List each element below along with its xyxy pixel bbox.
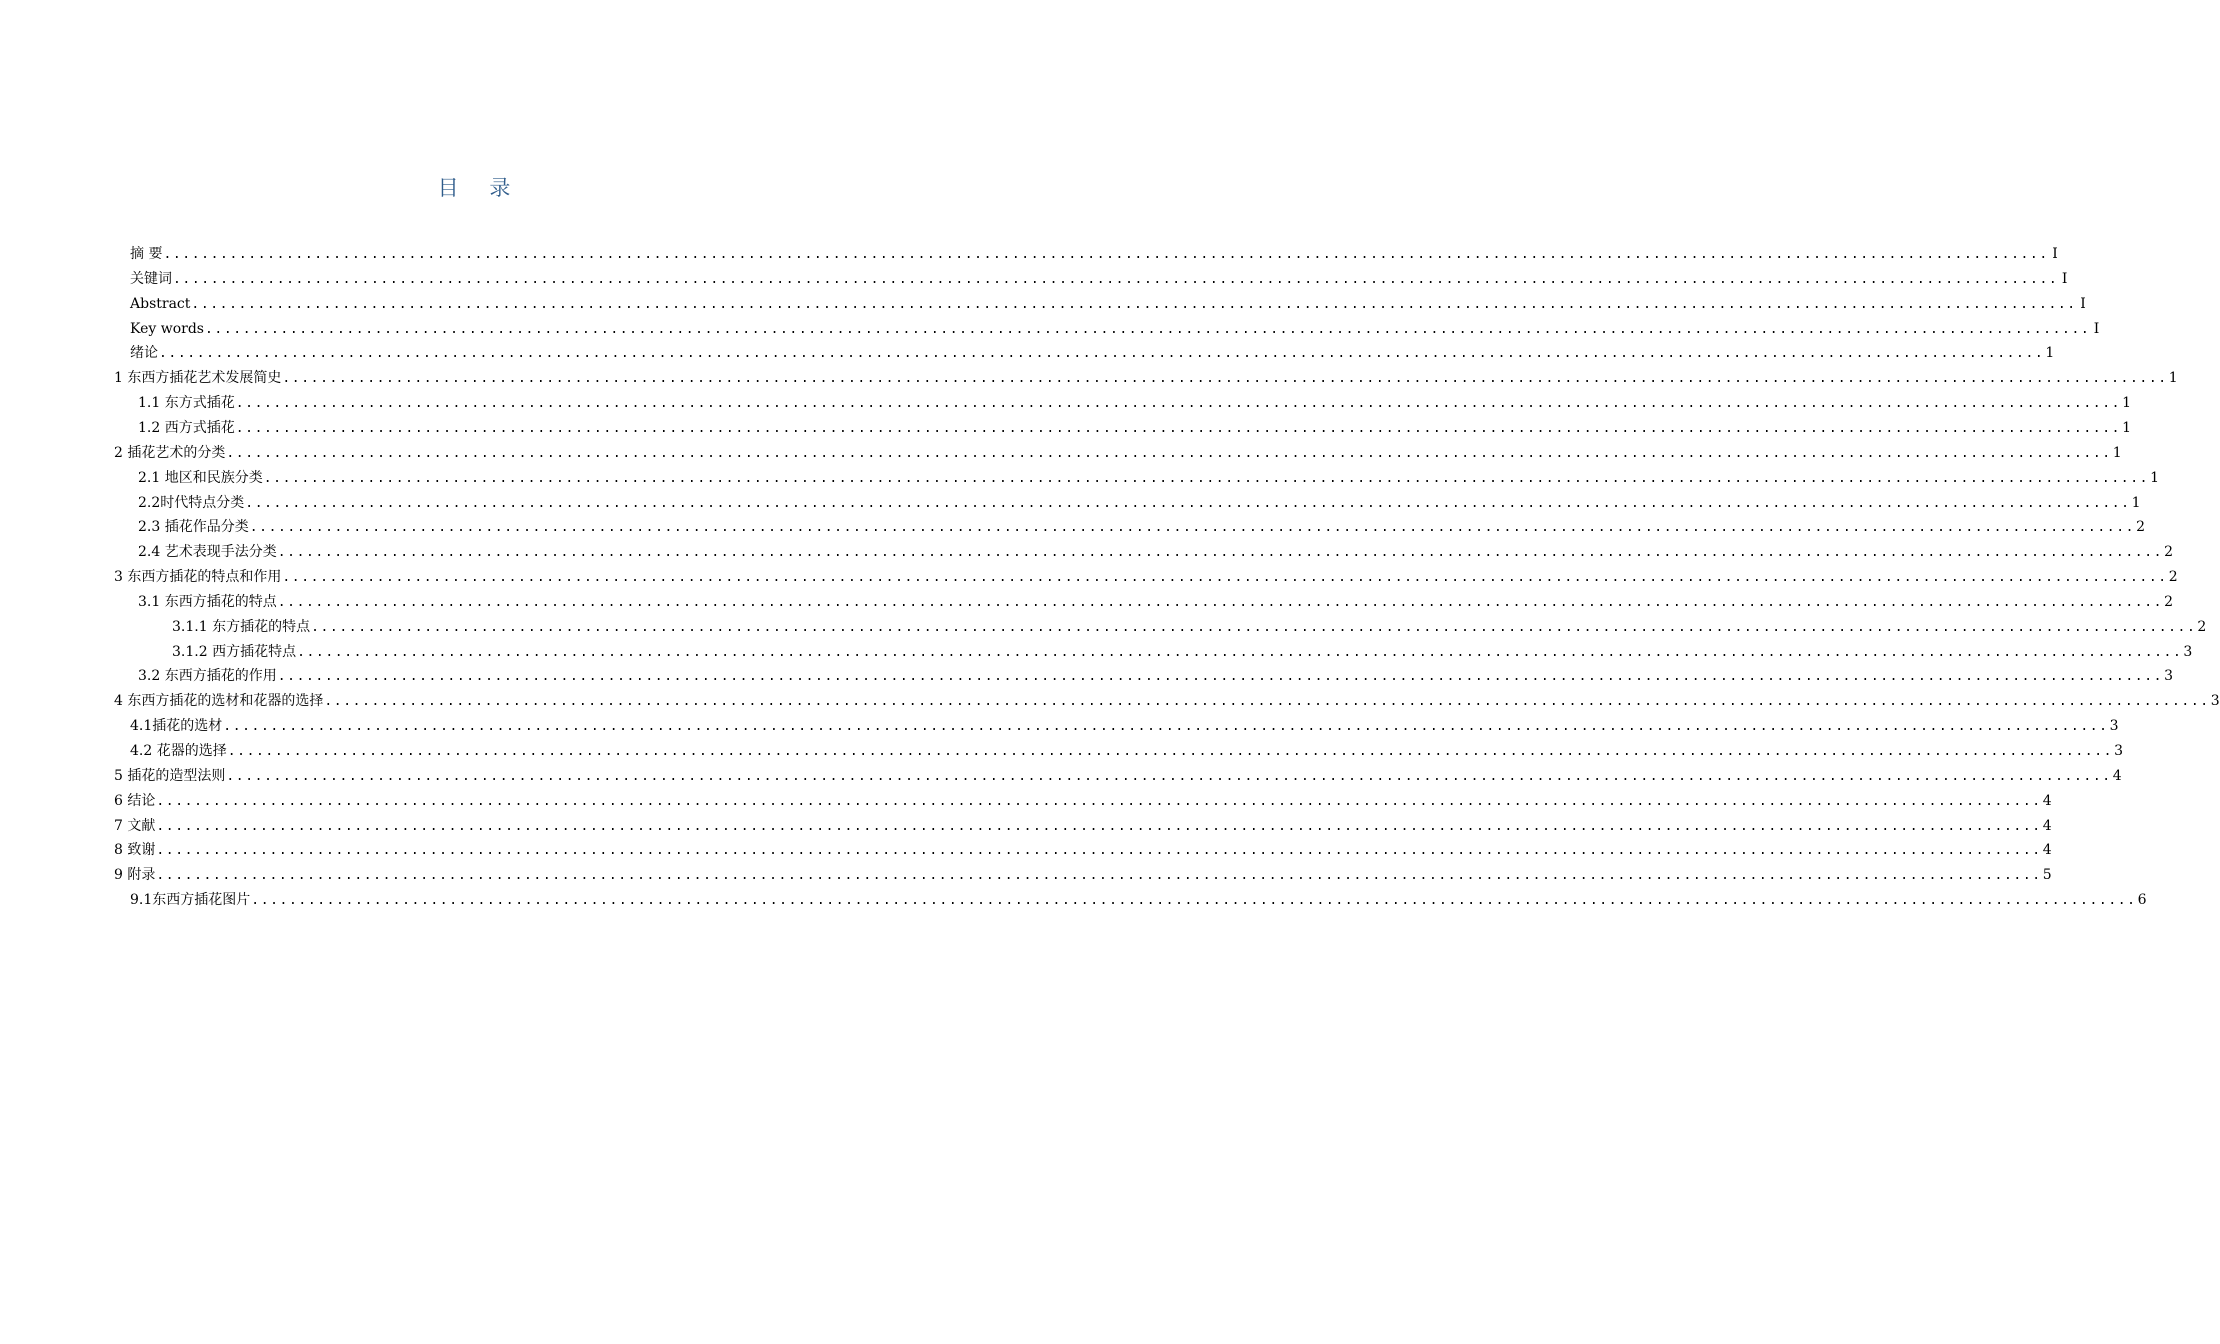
toc-entry[interactable] [138,542,2173,562]
toc-entry-label: 8 致谢 [114,842,156,859]
toc-dot-leader: ........................................................................................................................................................................................................ [282,371,2168,387]
toc-dot-leader: ........................................................................................................................................................................................................ [245,495,2131,511]
toc-entry-page-number: 2 [2168,569,2178,586]
toc-dot-leader: ........................................................................................................................................................................................................ [235,396,2122,412]
toc-entry-label: 3 东西方插花的特点和作用 [114,569,282,586]
toc-entry[interactable] [114,567,2178,587]
toc-entry-label: 1 东西方插花艺术发展简史 [114,370,282,387]
toc-dot-leader: ........................................................................................................................................................................................................ [297,644,2183,660]
toc-entry-label: 4.2 花器的选择 [130,743,227,759]
toc-entry[interactable] [138,493,2141,513]
toc-dot-leader: ........................................................................................................................................................................................................ [263,470,2150,486]
toc-dot-leader: ........................................................................................................................................................................................................ [249,520,2136,536]
toc-entry-label: 3.1.2 西方插花特点 [172,643,297,660]
toc-entry-page-number: 4 [2112,767,2122,784]
toc-dot-leader: ........................................................................................................................................................................................................ [282,570,2168,586]
toc-entry-label: 2 插花艺术的分类 [114,444,226,461]
toc-entry[interactable] [114,840,2052,860]
toc-entry-page-number: 1 [2045,345,2055,362]
toc-entry-label: 5 插花的造型法则 [114,767,226,784]
toc-entry[interactable] [130,741,2123,761]
toc-entry[interactable] [114,691,2220,711]
toc-entry-label: 9 附录 [114,867,156,884]
toc-entry-label: 3.1 东西方插花的特点 [138,593,277,610]
toc-dot-leader: ........................................................................................................................................................................................................ [223,719,2109,735]
toc-entry-page-number: 3 [2210,693,2220,710]
toc-entry[interactable] [130,716,2119,736]
toc-entry[interactable] [130,319,2100,339]
toc-dot-leader: ........................................................................................................................................................................................................ [226,445,2112,461]
toc-entry-page-number: 1 [2112,444,2122,461]
toc-entry-label: 2.1 地区和民族分类 [138,469,263,486]
toc-dot-leader: ........................................................................................................................................................................................................ [156,868,2042,884]
toc-dot-leader: ........................................................................................................................................................................................................ [251,893,2137,909]
toc-entry-label: 4 东西方插花的选材和花器的选择 [114,693,324,710]
toc-entry-page-number: I [2052,246,2058,262]
toc-entry[interactable] [130,890,2147,910]
toc-entry[interactable] [138,468,2159,488]
toc-title: 目 录 [437,176,523,200]
toc-entry-page-number: 2 [2164,593,2173,610]
toc-entry-label: 1.1 东方式插花 [138,395,235,412]
toc-dot-leader: ........................................................................................................................................................................................................ [163,247,2049,262]
toc-entry[interactable] [114,443,2122,463]
toc-entry-page-number: 4 [2042,817,2052,834]
toc-dot-leader: ........................................................................................................................................................................................................ [235,420,2122,436]
toc-entry-label: 3.2 东西方插花的作用 [138,668,277,685]
toc-entry[interactable] [114,865,2052,885]
toc-entry-page-number: 4 [2042,792,2052,809]
toc-entry-page-number: I [2093,320,2100,337]
toc-entry[interactable] [172,617,2207,637]
toc-entry[interactable] [130,244,2058,264]
toc-entry[interactable] [130,269,2068,289]
toc-dot-leader: ........................................................................................................................................................................................................ [311,619,2197,635]
toc-entry-page-number: 2 [2136,519,2145,536]
toc-entry-page-number: 3 [2109,718,2119,735]
toc-entry[interactable] [172,642,2193,662]
toc-dot-leader: ........................................................................................................................................................................................................ [204,321,2091,337]
toc-entry-label: 2.2时代特点分类 [138,494,245,511]
toc-dot-leader: ........................................................................................................................................................................................................ [191,296,2077,312]
toc-entry-page-number: 3 [2164,668,2173,685]
toc-dot-leader: ........................................................................................................................................................................................................ [324,694,2210,710]
toc-entry-page-number: 1 [2131,494,2141,511]
toc-dot-leader: ........................................................................................................................................................................................................ [277,669,2164,685]
toc-entry-page-number: I [2080,295,2086,312]
toc-entry[interactable] [114,766,2122,786]
toc-entry[interactable] [138,517,2145,537]
toc-entry-label: 2.4 艺术表现手法分类 [138,544,277,561]
toc-entry-label: 绪论 [130,345,158,362]
toc-entry-page-number: 2 [2197,618,2207,635]
toc-entry[interactable] [130,343,2055,363]
toc-entry-label: 4.1插花的选材 [130,718,223,735]
toc-entry[interactable] [114,368,2178,388]
toc-dot-leader: ........................................................................................................................................................................................................ [226,768,2112,784]
toc-entry[interactable] [138,666,2173,686]
toc-dot-leader: ........................................................................................................................................................................................................ [156,818,2042,834]
toc-dot-leader: ........................................................................................................................................................................................................ [156,843,2042,859]
toc-entry-label: 6 结论 [114,792,156,809]
toc-entry[interactable] [130,294,2086,314]
toc-entry[interactable] [138,592,2173,612]
toc-entry-page-number: I [2061,270,2068,287]
toc-entry[interactable] [138,418,2131,438]
toc-entry[interactable] [114,816,2052,836]
toc-entry-label: 7 文献 [114,817,156,834]
toc-entry-page-number: 4 [2042,842,2052,859]
toc-entry-label: 1.2 西方式插花 [138,419,235,436]
toc-dot-leader: ........................................................................................................................................................................................................ [173,271,2059,287]
toc-dot-leader: ........................................................................................................................................................................................................ [277,594,2164,610]
toc-entry-page-number: 1 [2122,395,2131,412]
toc-entry-page-number: 5 [2042,867,2052,884]
toc-entry-page-number: 1 [2150,469,2159,486]
toc-entry-label: Abstract [130,295,191,312]
toc-entry-label: Key words [130,320,204,337]
toc-entry-page-number: 1 [2168,370,2178,387]
toc-dot-leader: ........................................................................................................................................................................................................ [277,545,2164,561]
toc-entry-page-number: 3 [2114,743,2123,759]
toc-entry-page-number: 3 [2183,643,2193,660]
toc-entry-label: 关键词 [130,270,172,287]
toc-entry-label: 2.3 插花作品分类 [138,519,249,536]
toc-entry[interactable] [114,791,2052,811]
toc-entry[interactable] [138,393,2131,413]
toc-entry-page-number: 6 [2137,892,2147,909]
toc-entry-page-number: 2 [2164,544,2173,561]
toc-dot-leader: ........................................................................................................................................................................................................ [227,744,2114,759]
toc-entry-page-number: 1 [2122,419,2131,436]
toc-dot-leader: ........................................................................................................................................................................................................ [156,793,2042,809]
toc-dot-leader: ........................................................................................................................................................................................................ [159,346,2045,362]
toc-entry-label: 摘 要 [130,246,163,262]
toc-entry-label: 3.1.1 东方插花的特点 [172,618,311,635]
toc-entry-label: 9.1东西方插花图片 [130,892,251,909]
